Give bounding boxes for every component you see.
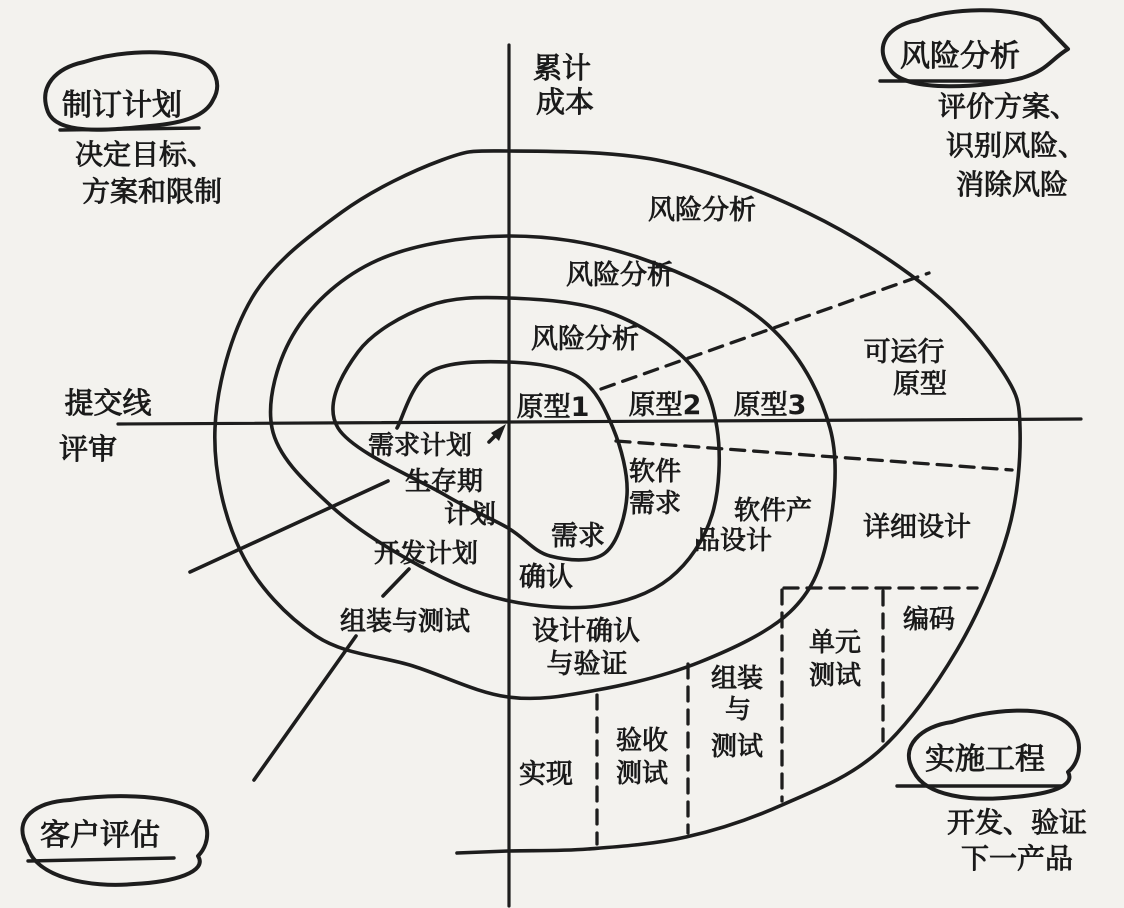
label-requirements-plan: 需求计划 xyxy=(367,431,473,461)
label-operational-prototype-2: 原型 xyxy=(893,369,947,400)
label-operational-prototype-1: 可运行 xyxy=(863,337,945,368)
annotation-desc-top-right-1: 评价方案、 xyxy=(937,90,1079,123)
label-software-product-design-2: 品设计 xyxy=(693,526,773,556)
label-detailed-design: 详细设计 xyxy=(863,512,971,543)
horizontal-axis-label-line1: 提交线 xyxy=(64,386,152,420)
horizontal-axis-label-line2: 评审 xyxy=(58,432,118,466)
annotation-title-top-right: 风险分析 xyxy=(900,39,1020,74)
label-risk-analysis-outer: 风险分析 xyxy=(648,195,756,226)
label-coding: 编码 xyxy=(902,605,956,635)
underline-top-left xyxy=(60,128,199,130)
annotation-desc-top-right-3: 消除风险 xyxy=(955,168,1069,201)
annotation-desc-top-right-2: 识别风险、 xyxy=(945,129,1087,162)
label-development-plan: 开发计划 xyxy=(373,539,479,569)
radial-tick-devplan-sector xyxy=(383,569,409,596)
label-software-requirements-1: 软件 xyxy=(628,457,682,487)
vertical-axis-label-line1: 累计 xyxy=(532,51,592,85)
label-integration-and-test-2: 与 xyxy=(724,695,752,725)
label-integration-test-plan: 组装与测试 xyxy=(339,607,471,637)
horizontal-axis-line xyxy=(118,419,1081,424)
annotation-desc-bottom-right-1: 开发、验证 xyxy=(946,806,1088,839)
annotation-title-bottom-left: 客户评估 xyxy=(40,818,160,853)
vertical-axis-label-line2: 成本 xyxy=(535,85,595,119)
annotation-title-top-left: 制订计划 xyxy=(62,88,182,123)
label-software-product-design-1: 软件产 xyxy=(733,496,813,526)
label-design-validation-2: 与验证 xyxy=(546,649,628,680)
label-requirements-validation-2: 确认 xyxy=(519,562,573,593)
label-unit-test-1: 单元 xyxy=(808,628,862,658)
label-prototype1: 原型1 xyxy=(516,392,590,423)
label-unit-test-2: 测试 xyxy=(808,661,862,691)
label-acceptance-test-1: 验收 xyxy=(615,726,669,756)
label-lifecycle-plan-1: 生存期 xyxy=(404,467,484,497)
label-prototype3: 原型3 xyxy=(733,390,807,421)
label-risk-analysis-middle: 风险分析 xyxy=(566,260,674,291)
label-software-requirements-2: 需求 xyxy=(628,489,682,519)
label-integration-and-test-1: 组装 xyxy=(710,664,764,694)
label-implementation: 实现 xyxy=(519,759,573,790)
label-requirements-validation-1: 需求 xyxy=(551,521,605,552)
label-acceptance-test-2: 测试 xyxy=(615,759,669,789)
annotation-title-bottom-right: 实施工程 xyxy=(925,742,1045,777)
underline-bottom-left xyxy=(28,858,174,861)
annotation-desc-bottom-right-2: 下一产品 xyxy=(960,842,1074,875)
label-prototype2: 原型2 xyxy=(628,390,702,421)
label-integration-and-test-3: 测试 xyxy=(710,732,764,762)
radial-line-test-sector xyxy=(254,636,356,780)
label-lifecycle-plan-2: 计划 xyxy=(443,500,497,530)
annotation-desc-top-left-1: 决定目标、 xyxy=(74,138,216,171)
label-design-validation-1: 设计确认 xyxy=(532,616,640,647)
annotation-desc-top-left-2: 方案和限制 xyxy=(81,175,223,208)
label-risk-analysis-inner: 风险分析 xyxy=(531,324,639,355)
